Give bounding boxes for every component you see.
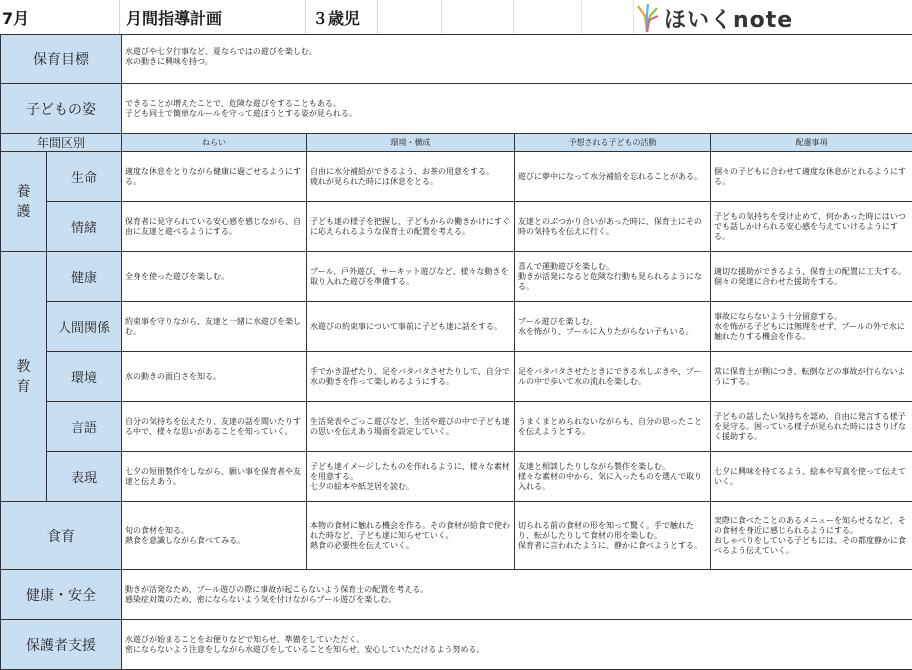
- row-label-seimei: 生命: [47, 152, 122, 202]
- age-label: ３歳児: [312, 8, 361, 28]
- cell-kankyou-aim: 水の動きの面白さを知る。: [122, 352, 307, 402]
- header-grid-cell: [442, 0, 514, 34]
- cell-shokuiku-activity: 切られる前の食材の形を知って驚く。手で触れたり、転がしたりして食材の形を楽しむ。 保育者に言われたように、静かに食べようとする。: [515, 502, 711, 570]
- cell-hyougen-activity: 友達と相談したりしながら製作を楽しむ。 様々な素材の中から、気に入ったものを選んで取り入れる。: [515, 452, 711, 502]
- group-kyouiku: [1, 252, 47, 502]
- cell-seimei-activity: 遊びに夢中になって水分補給を忘れることがある。: [515, 152, 711, 202]
- cell-jouchou-environment: 子ども達の様子を把握し、子どもからの働きかけにすぐに応えられるような保育士の配置を考える。: [307, 202, 515, 252]
- cell-seimei-consideration: 個々の子どもに合わせて適度な休息がとれるようにする。: [711, 152, 912, 202]
- group-kyouiku-label: 教育: [16, 358, 31, 395]
- goal-text: 水遊びや七夕行事など、夏ならではの遊びを楽しむ。 水の動きに興味を持つ。: [122, 35, 912, 84]
- health-label: 健康・安全: [1, 570, 122, 620]
- plan-table: [0, 34, 912, 670]
- row-seimei: [1, 152, 912, 202]
- month-cell: [0, 0, 120, 34]
- age-cell: [306, 0, 378, 34]
- parent-support-row: [1, 620, 912, 670]
- goal-row: [1, 35, 912, 84]
- row-kenkou: [1, 252, 912, 302]
- cell-ningen-environment: 水遊びの約束事について事前に子ども達に話をする。: [307, 302, 515, 352]
- cell-seimei-aim: 適度な休息をとりながら健康に過ごせるようにする。: [122, 152, 307, 202]
- brand-name: ほいくnote: [664, 7, 794, 33]
- cell-kenkou-consideration: 適切な援助ができるよう、保育士の配置に工夫する。 個々の発達に合わせた援助をする。: [711, 252, 912, 302]
- leaf-logo-icon: [634, 2, 660, 34]
- row-ningen: [1, 302, 912, 352]
- column-header-aim: ねらい: [122, 134, 307, 152]
- cell-hyougen-aim: 七夕の短冊製作をしながら、願い事を保育者や友達と伝えあう。: [122, 452, 307, 502]
- row-kankyou: [1, 352, 912, 402]
- column-header-row: [1, 134, 912, 152]
- header-grid-cell: [514, 0, 582, 34]
- parent-label: 保護者支援: [1, 620, 122, 670]
- cell-shokuiku-environment: 本物の食材に触れる機会を作る。その食材が給食で使われた時など、子ども達に知らせていく。 熱食の必要性を伝えていく。: [307, 502, 515, 570]
- row-label-hyougen: 表現: [47, 452, 122, 502]
- food-label: 食育: [1, 502, 122, 570]
- cell-jouchou-aim: 保育者に見守られている安心感を感じながら、自由に友達と遊べるようにする。: [122, 202, 307, 252]
- row-label-jouchou: 情緒: [47, 202, 122, 252]
- cell-shokuiku-consideration: 実際に食べたことのあるメニューを知らせるなど、その食材を身近に感じられるようにする。 おしゃべりをしている子どもには、その都度静かに食べるよう伝えていく。: [711, 502, 912, 570]
- cell-shokuiku-aim: 旬の食材を知る。 熱食を意識しながら食べてみる。: [122, 502, 307, 570]
- title-cell: [120, 0, 306, 34]
- cell-kenkou-activity: 喜んで運動遊びを楽しむ。 動きが活発になると危険な行動も見られるようになる。: [515, 252, 711, 302]
- cell-ningen-aim: 約束事を守りながら、友達と一緒に水遊びを楽しむ。: [122, 302, 307, 352]
- parent-text: 水遊びが始まることをお便りなどで知らせ、準備をしていただく。 密にならないよう注意をしながら水遊びをしていることを知らせ、安心していただけるよう努める。: [122, 620, 912, 670]
- cell-gengo-activity: うまくまとめられないながらも、自分の思ったことを伝えようとする。: [515, 402, 711, 452]
- child-row: [1, 84, 912, 134]
- group-yougo: [1, 152, 47, 252]
- child-text: できることが増えたことで、危険な遊びをすることもある。 子ども同士で簡単なルールを守って遊ぼうとする姿が見られる。: [122, 84, 912, 134]
- cell-kankyou-consideration: 常に保育士が側につき、転倒などの事故が行らないようにする。: [711, 352, 912, 402]
- row-label-kenkou: 健康: [47, 252, 122, 302]
- cell-hyougen-environment: 子ども達イメージしたものを作れるように、様々な素材を用意する。 七夕の絵本や紙芝居を読む。: [307, 452, 515, 502]
- cell-gengo-consideration: 子どもの話したい気持ちを認め、自由に発言する様子を見守る。困っている様子が見られた時にはさりげなく援助する。: [711, 402, 912, 452]
- column-header-activity: 予想される子どもの活動: [515, 134, 711, 152]
- header-grid-cell: [582, 0, 634, 34]
- cell-jouchou-consideration: 子どもの気持ちを受け止めて、何かあった時にはいつでも話しかけられる安心感を与えていけるようにする。: [711, 202, 912, 252]
- month-label: 7月: [2, 8, 30, 28]
- child-label: 子どもの姿: [1, 84, 122, 134]
- period-label: 年間区別: [1, 134, 122, 152]
- row-hyougen: [1, 452, 912, 502]
- row-jouchou: [1, 202, 912, 252]
- cell-jouchou-activity: 友達とのぶつかり合いがあった時に、保育士にその時の気持ちを伝えに行く。: [515, 202, 711, 252]
- row-label-kankyou: 環境: [47, 352, 122, 402]
- cell-ningen-activity: プール遊びを楽しむ。 水を怖がり、プールに入りたがらない子もいる。: [515, 302, 711, 352]
- cell-seimei-environment: 自由に水分補給ができるよう、お茶の用意をする。 疲れが見られた時には休息をとる。: [307, 152, 515, 202]
- row-gengo: [1, 402, 912, 452]
- cell-gengo-aim: 自分の気持ちを伝えたり、友達の話を聞いたりする中で、様々な思いがあることを知っていく。: [122, 402, 307, 452]
- header-grid-cell: [378, 0, 442, 34]
- cell-kankyou-environment: 手でかき混ぜたり、足をバタバタさせたりして、自分で水の動きを作って楽しめるようにする。: [307, 352, 515, 402]
- column-header-consideration: 配慮事項: [711, 134, 912, 152]
- column-header-environment: 環境・構成: [307, 134, 515, 152]
- group-yougo-label: 養護: [16, 183, 31, 220]
- cell-kenkou-environment: プール、戸外遊び、サーキット遊びなど、様々な動きを取り入れた遊びを準備する。: [307, 252, 515, 302]
- plan-title: 月間指導計画: [126, 8, 223, 28]
- brand-logo: [634, 2, 814, 34]
- cell-gengo-environment: 生活発表やごっこ遊びなど、生活や遊びの中で子ども達の思いを伝えあう場面を設定していく。: [307, 402, 515, 452]
- row-label-gengo: 言語: [47, 402, 122, 452]
- goal-label: 保育目標: [1, 35, 122, 84]
- cell-hyougen-consideration: 七夕に興味を持てるよう、絵本や写真を使って伝えていく。: [711, 452, 912, 502]
- health-safety-row: [1, 570, 912, 620]
- cell-ningen-consideration: 事故にならないよう十分留意する。 水を怖がる子どもには無理をせず、プールの外で水に触れたりする機会を作る。: [711, 302, 912, 352]
- row-label-ningen: 人間関係: [47, 302, 122, 352]
- cell-kankyou-activity: 足をバタバタさせたときにできる水しぶきや、プールの中で歩いて水の流れを楽しむ。: [515, 352, 711, 402]
- health-text: 動きが活発なため、プール遊びの際に事故が起こらないよう保育士の配置を考える。 感染症対策のため、密にならないよう気を付けながらプール遊びを楽しむ。: [122, 570, 912, 620]
- cell-kenkou-aim: 全身を使った遊びを楽しむ。: [122, 252, 307, 302]
- row-shokuiku: [1, 502, 912, 570]
